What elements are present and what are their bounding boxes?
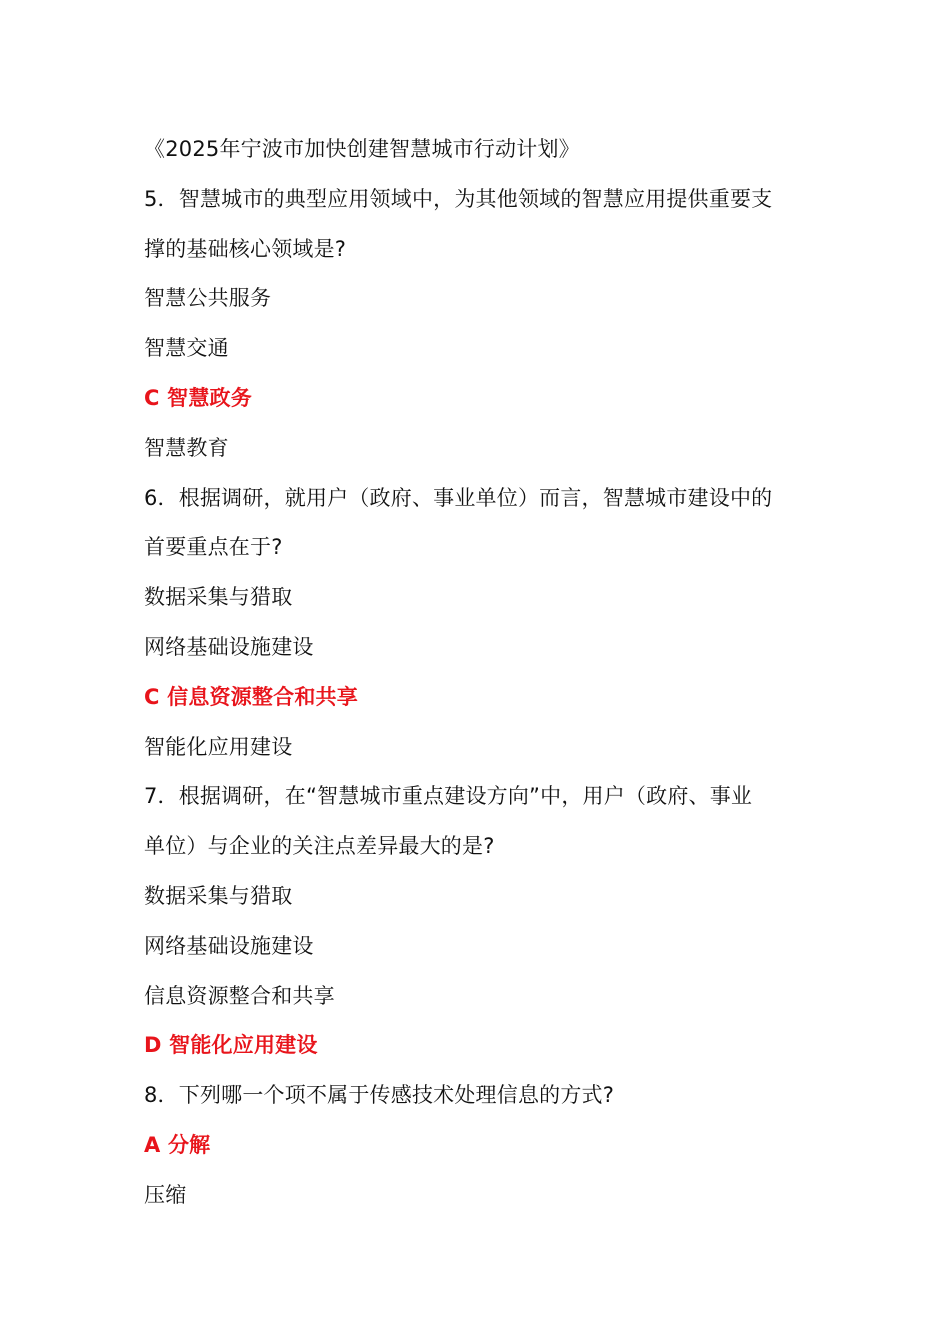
question-7-option: 网络基础设施建设 xyxy=(144,933,314,958)
question-5-text-cont: 撑的基础核心领域是? xyxy=(144,236,347,261)
question-7-text: 7．根据调研，在“智慧城市重点建设方向”中，用户（政府、事业 xyxy=(144,784,753,809)
question-7-text-cont: 单位）与企业的关注点差异最大的是? xyxy=(144,834,495,859)
source-title: 《2025年宁波市加快创建智慧城市行动计划》 xyxy=(144,137,580,161)
question-6-option: 数据采集与猎取 xyxy=(144,585,293,610)
document-body xyxy=(144,125,814,1221)
question-6-option: 智能化应用建设 xyxy=(144,734,293,759)
question-7-answer: D 智能化应用建设 xyxy=(144,1033,318,1058)
question-6-option: 网络基础设施建设 xyxy=(144,634,314,659)
question-8-answer: A 分解 xyxy=(144,1132,211,1157)
question-6-text-cont: 首要重点在于? xyxy=(144,535,283,560)
question-7-option: 数据采集与猎取 xyxy=(144,883,293,908)
question-5-option: 智慧教育 xyxy=(144,435,229,460)
question-6-text: 6．根据调研，就用户（政府、事业单位）而言，智慧城市建设中的 xyxy=(144,485,773,510)
question-5-option: 智慧交通 xyxy=(144,336,229,361)
question-5-option: 智慧公共服务 xyxy=(144,286,272,311)
question-5-answer: C 智慧政务 xyxy=(144,385,252,410)
question-6-answer: C 信息资源整合和共享 xyxy=(144,684,358,709)
question-8-text: 8．下列哪一个项不属于传感技术处理信息的方式? xyxy=(144,1083,615,1108)
question-8-option: 压缩 xyxy=(144,1182,187,1207)
question-5-text: 5．智慧城市的典型应用领域中，为其他领域的智慧应用提供重要支 xyxy=(144,186,773,211)
question-7-option: 信息资源整合和共享 xyxy=(144,983,335,1008)
